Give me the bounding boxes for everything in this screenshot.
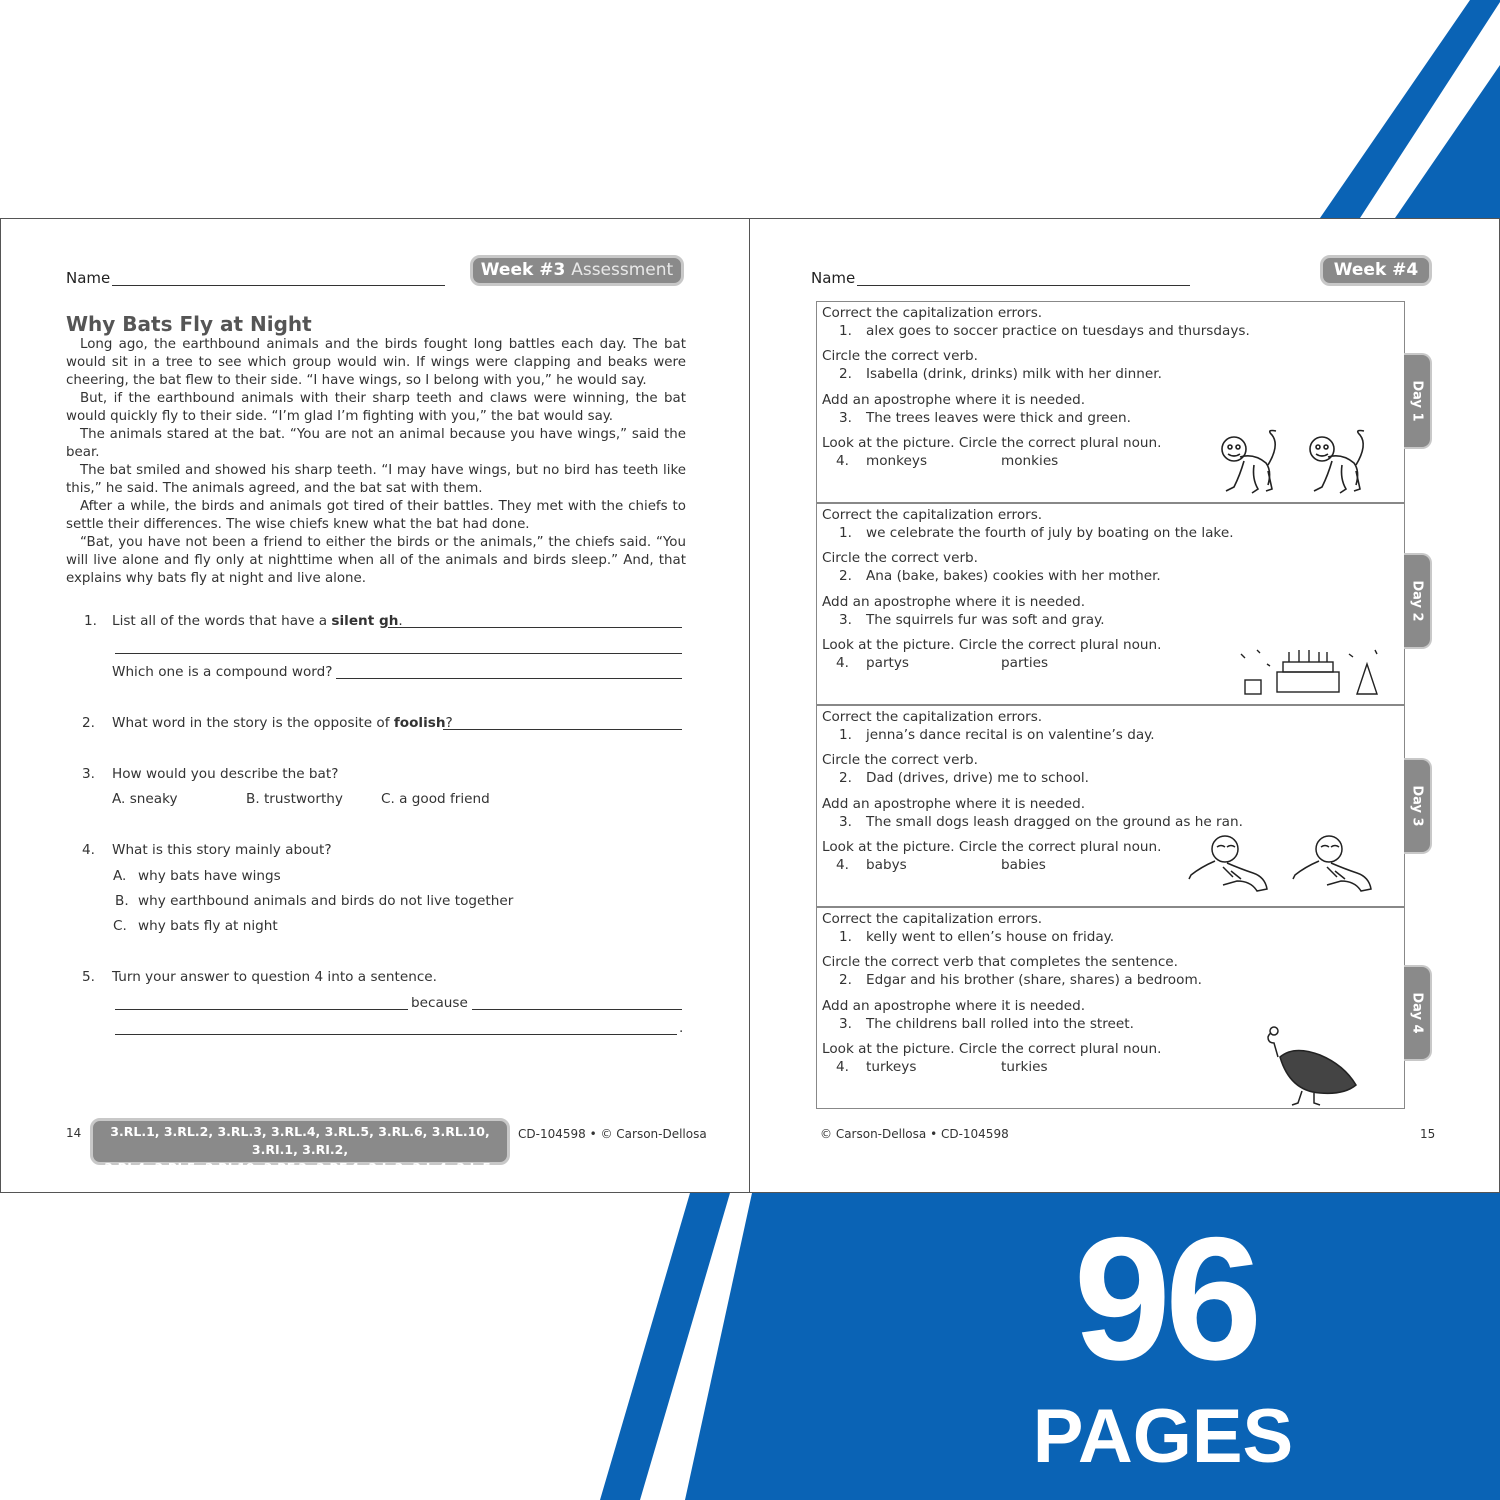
- day-instruction: Look at the picture. Circle the correct plural noun.: [822, 1041, 1162, 1057]
- story-title: Why Bats Fly at Night: [66, 312, 312, 336]
- q1-end: .: [398, 613, 403, 629]
- q2-text-start: What word in the story is the opposite of: [112, 715, 394, 731]
- day-3-box: [816, 705, 1405, 907]
- q5-answer-line-3[interactable]: [115, 1034, 677, 1035]
- monkeys-picture: [1212, 427, 1382, 499]
- q4-option-a-letter: A.: [113, 868, 127, 884]
- story-paragraph: After a while, the birds and animals got tired of their battles. They met with the chiefs to settle their differences. The wise chiefs knew what the bat had done.: [66, 499, 686, 532]
- day-3-tab[interactable]: [1404, 758, 1432, 854]
- q1-text: [112, 613, 403, 629]
- page-count-label: PAGES: [1032, 1394, 1294, 1479]
- day-item-number: 2.: [839, 568, 852, 584]
- day-instruction: Look at the picture. Circle the correct plural noun.: [822, 839, 1162, 855]
- day-item-number: 4.: [836, 453, 849, 469]
- day-instruction: Circle the correct verb.: [822, 550, 978, 566]
- q5-number: 5.: [82, 969, 95, 985]
- day-item-number: 1.: [839, 323, 852, 339]
- plural-option-a[interactable]: partys: [866, 655, 910, 671]
- right-name-line: [857, 285, 1190, 286]
- q4-option-c[interactable]: why bats fly at night: [138, 918, 278, 934]
- q1-answer-line-2[interactable]: [115, 653, 682, 654]
- q4-option-b[interactable]: why earthbound animals and birds do not live together: [138, 893, 514, 909]
- day-sentence[interactable]: The small dogs leash dragged on the ground as he ran.: [866, 814, 1243, 830]
- day-1-tab[interactable]: [1404, 353, 1432, 449]
- left-footer-copyright: CD-104598 • © Carson-Dellosa: [518, 1127, 707, 1141]
- standards-line-2: 3.RI.4, 3.RI.5, 3.RI.10, 3.RF.3, 3.RF.4, 3.L.3, 3.L.4, 3.L.5, 3.L.6: [104, 1160, 496, 1193]
- story-paragraph: But, if the earthbound animals with their sharp teeth and claws were winning, the bat would quickly fly to their side. “I’m glad I’m fighting with you,” the bat would say.: [66, 391, 686, 424]
- day-instruction: Correct the capitalization errors.: [822, 709, 1043, 725]
- day-instruction: Circle the correct verb.: [822, 752, 978, 768]
- party-picture: [1237, 644, 1387, 700]
- day-item-number: 4.: [836, 1059, 849, 1075]
- day-sentence[interactable]: jenna’s dance recital is on valentine’s day.: [866, 727, 1155, 743]
- q3-number: 3.: [82, 766, 95, 782]
- day-instruction: Look at the picture. Circle the correct plural noun.: [822, 637, 1162, 653]
- day-1-tab-label: Day 1: [1409, 380, 1425, 422]
- assessment-label: Assessment: [571, 260, 674, 280]
- standards-line-1: 3.RL.1, 3.RL.2, 3.RL.3, 3.RL.4, 3.RL.5, 3.RL.6, 3.RL.10, 3.RI.1, 3.RI.2,: [110, 1124, 490, 1157]
- day-instruction: Circle the correct verb.: [822, 348, 978, 364]
- plural-option-b[interactable]: parties: [1001, 655, 1049, 671]
- q2-answer-line[interactable]: [443, 729, 682, 730]
- day-sentence[interactable]: kelly went to ellen’s house on friday.: [866, 929, 1115, 945]
- q1-answer-line[interactable]: [388, 627, 682, 628]
- day-4-tab[interactable]: [1404, 965, 1432, 1061]
- standards-pill: [90, 1118, 510, 1193]
- day-instruction: Look at the picture. Circle the correct plural noun.: [822, 435, 1162, 451]
- day-item-number: 2.: [839, 770, 852, 786]
- q5-text: Turn your answer to question 4 into a sentence.: [112, 969, 437, 985]
- turkey-picture: [1262, 1023, 1362, 1107]
- left-name-label: Name: [66, 269, 111, 287]
- day-3-tab-label: Day 3: [1409, 785, 1425, 827]
- day-item-number: 3.: [839, 410, 852, 426]
- q5-answer-line-1[interactable]: [115, 1009, 408, 1010]
- q1-bold: silent gh: [331, 613, 399, 629]
- q2-bold: foolish: [393, 715, 446, 731]
- plural-option-a[interactable]: monkeys: [866, 453, 928, 469]
- day-item-number: 1.: [839, 929, 852, 945]
- plural-option-a[interactable]: turkeys: [866, 1059, 917, 1075]
- day-sentence[interactable]: The trees leaves were thick and green.: [866, 410, 1131, 426]
- q5-because: because: [411, 995, 468, 1011]
- right-name-label: Name: [811, 269, 856, 287]
- day-2-box: [816, 503, 1405, 705]
- day-4-tab-label: Day 4: [1409, 992, 1425, 1034]
- day-item-number: 2.: [839, 366, 852, 382]
- day-item-number: 1.: [839, 525, 852, 541]
- q4-option-a[interactable]: why bats have wings: [138, 868, 281, 884]
- plural-option-a[interactable]: babys: [866, 857, 907, 873]
- day-sentence[interactable]: Dad (drives, drive) me to school.: [866, 770, 1090, 786]
- story-paragraph: “Bat, you have not been a friend to either the birds or the animals,” the chiefs said. “You will live alone and fly only at nighttime when all of the animals and birds sleep.” And, that explains why bats fly at night and live alone.: [66, 535, 686, 586]
- plural-option-b[interactable]: turkies: [1001, 1059, 1048, 1075]
- day-4-box: [816, 907, 1405, 1109]
- day-sentence[interactable]: Ana (bake, bakes) cookies with her mother.: [866, 568, 1161, 584]
- day-instruction: Correct the capitalization errors.: [822, 507, 1043, 523]
- q2-text: [112, 715, 453, 731]
- q4-number: 4.: [82, 842, 95, 858]
- day-2-tab-label: Day 2: [1409, 580, 1425, 622]
- q1-sub-answer-line[interactable]: [336, 678, 682, 679]
- story-paragraph: The animals stared at the bat. “You are not an animal because you have wings,” said the bear.: [66, 427, 686, 460]
- day-2-tab[interactable]: [1404, 553, 1432, 649]
- q2-end: ?: [445, 715, 453, 731]
- week4-pill: Week #4: [1320, 255, 1432, 286]
- left-name-line: [112, 285, 445, 286]
- day-sentence[interactable]: Isabella (drink, drinks) milk with her dinner.: [866, 366, 1162, 382]
- day-sentence[interactable]: The childrens ball rolled into the street.: [866, 1016, 1134, 1032]
- plural-option-b[interactable]: babies: [1001, 857, 1046, 873]
- q1-sub-text: Which one is a compound word?: [112, 664, 333, 680]
- story-paragraph: Long ago, the earthbound animals and the birds fought long battles each day. The bat would sit in a tree to see which group would win. If wings were clapping and beaks were cheering, the bat flew to their side. “I have wings, so I belong with you,” he would say.: [66, 337, 686, 388]
- q3-option-c[interactable]: C. a good friend: [381, 791, 490, 807]
- day-instruction: Correct the capitalization errors.: [822, 911, 1043, 927]
- day-1-box: [816, 301, 1405, 503]
- q5-answer-line-2[interactable]: [472, 1009, 682, 1010]
- day-item-number: 3.: [839, 612, 852, 628]
- day-instruction: Circle the correct verb that completes the sentence.: [822, 954, 1178, 970]
- day-sentence[interactable]: Edgar and his brother (share, shares) a bedroom.: [866, 972, 1203, 988]
- day-instruction: Correct the capitalization errors.: [822, 305, 1043, 321]
- day-instruction: Add an apostrophe where it is needed.: [822, 392, 1086, 408]
- story-paragraph: The bat smiled and showed his sharp teeth. “I may have wings, but no bird has teeth like this,” he said. The animals agreed, and the bat sat with them.: [66, 463, 686, 496]
- day-item-number: 4.: [836, 857, 849, 873]
- q5-period: .: [679, 1020, 684, 1036]
- q1-number: 1.: [84, 613, 97, 629]
- right-page-number: 15: [1420, 1127, 1436, 1141]
- day-instruction: Add an apostrophe where it is needed.: [822, 796, 1086, 812]
- q3-text: How would you describe the bat?: [112, 766, 339, 782]
- left-page-number: 14: [66, 1126, 82, 1140]
- page-count-number: 96: [1073, 1202, 1257, 1397]
- q1-text-start: List all of the words that have a: [112, 613, 332, 629]
- q4-text: What is this story mainly about?: [112, 842, 332, 858]
- day-instruction: Add an apostrophe where it is needed.: [822, 998, 1086, 1014]
- week3-label: Week #3: [480, 260, 566, 280]
- q4-option-c-letter: C.: [113, 918, 127, 934]
- day-sentence[interactable]: alex goes to soccer practice on tuesdays and thursdays.: [866, 323, 1250, 339]
- story-text: [66, 336, 686, 588]
- q4-option-b-letter: B.: [115, 893, 129, 909]
- q3-option-b[interactable]: B. trustworthy: [246, 791, 343, 807]
- day-item-number: 1.: [839, 727, 852, 743]
- day-item-number: 3.: [839, 1016, 852, 1032]
- day-item-number: 4.: [836, 655, 849, 671]
- day-instruction: Add an apostrophe where it is needed.: [822, 594, 1086, 610]
- q2-number: 2.: [82, 715, 95, 731]
- day-item-number: 3.: [839, 814, 852, 830]
- day-sentence[interactable]: The squirrels fur was soft and gray.: [866, 612, 1105, 628]
- right-footer-copyright: © Carson-Dellosa • CD-104598: [820, 1127, 1009, 1141]
- babies-picture: [1187, 831, 1387, 901]
- week3-assessment-pill: [470, 255, 684, 286]
- plural-option-b[interactable]: monkies: [1001, 453, 1059, 469]
- day-sentence[interactable]: we celebrate the fourth of july by boating on the lake.: [866, 525, 1234, 541]
- day-item-number: 2.: [839, 972, 852, 988]
- q3-option-a[interactable]: A. sneaky: [112, 791, 178, 807]
